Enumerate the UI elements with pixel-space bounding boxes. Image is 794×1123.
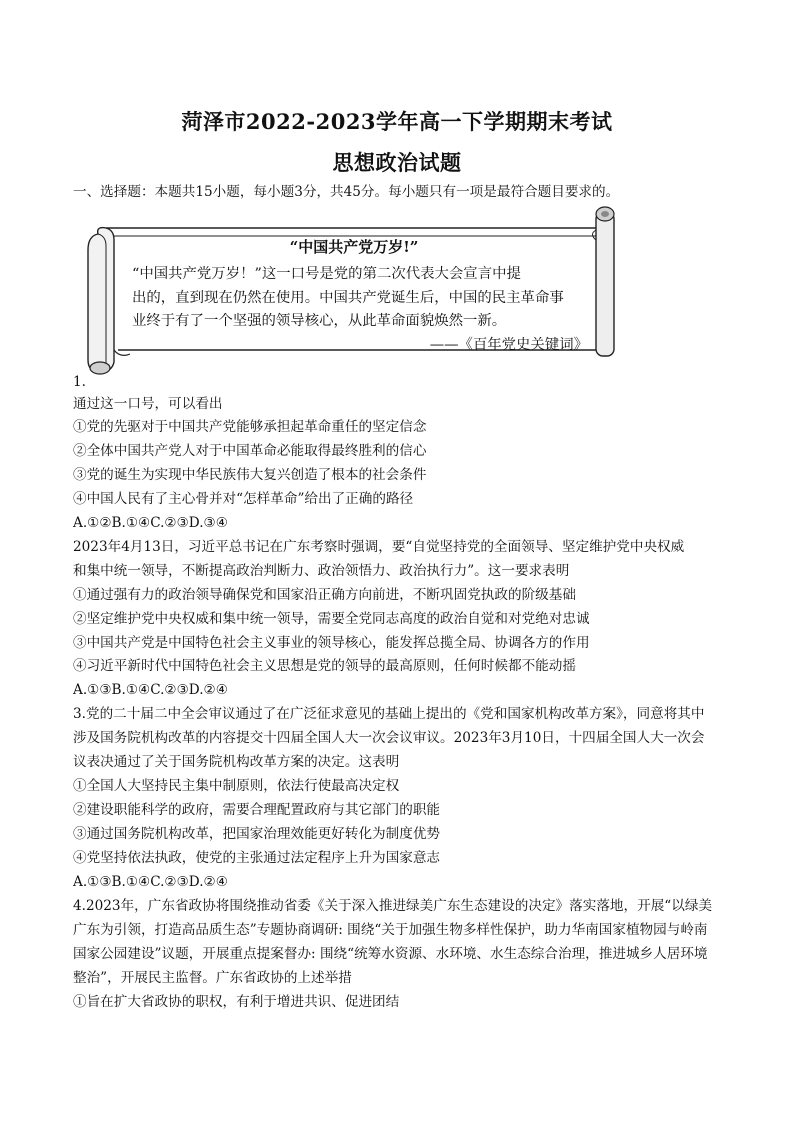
option: ③通过国务院机构改革，把国家治理效能更好转化为制度优势 — [73, 826, 441, 842]
option: ②建设职能科学的政府，需要合理配置政府与其它部门的职能 — [73, 802, 441, 818]
question-number: 1. — [73, 374, 86, 390]
answer-choices: A.①③B.①④C.②③D.②④ — [73, 874, 228, 890]
scroll-line: 业终于有了一个坚强的领导核心，从此革命面貌焕然一新。 — [132, 313, 507, 329]
option: ④中国人民有了主心骨并对“怎样革命”给出了正确的路径 — [73, 491, 414, 507]
question-stem: 3.党的二十届二中全会审议通过了在广泛征求意见的基础上提出的《党和国家机构改革方案》，同意将其中 — [73, 706, 705, 722]
option: ①通过强有力的政治领导确保党和国家沿正确方向前进，不断巩固党执政的阶级基础 — [73, 587, 576, 603]
section-instruction: 一、选择题：本题共15小题，每小题3分，共45分。每小题只有一项是最符合题目要求的。 — [73, 184, 620, 200]
question-stem: 国家公园建设”议题，开展重点提案督办: 围绕“统筹水资源、水环境、水生态综合治理，推进城乡人居环境 — [73, 946, 708, 962]
option: ①旨在扩大省政协的职权，有利于增进共识、促进团结 — [73, 994, 400, 1010]
option: ④党坚持依法执政，使党的主张通过法定程序上升为国家意志 — [73, 850, 441, 866]
page-subtitle: 思想政治试题 — [332, 150, 462, 175]
option: ③中国共产党是中国特色社会主义事业的领导核心，能发挥总揽全局、协调各方的作用 — [73, 635, 590, 651]
scroll-figure — [84, 200, 624, 380]
scroll-line: “中国共产党万岁！”这一口号是党的第二次代表大会宣言中提 — [132, 266, 521, 282]
question-stem: 涉及国务院机构改革的内容提交十四届全国人大一次会议审议。2023年3月10日，十四届全国人大一次会 — [73, 730, 705, 746]
question-stem: 议表决通过了关于国务院机构改革方案的决定。这表明 — [73, 754, 400, 770]
question-stem: 整治”，开展民主监督。广东省政协的上述举措 — [73, 970, 352, 986]
option: ②全体中国共产党人对于中国革命必能取得最终胜利的信心 — [73, 443, 427, 459]
option: ①全国人大坚持民主集中制原则，依法行使最高决定权 — [73, 778, 400, 794]
answer-choices: A.①②B.①④C.②③D.③④ — [73, 515, 228, 531]
scroll-source: ——《百年党史关键词》 — [429, 337, 588, 353]
question-stem: 通过这一口号，可以看出 — [73, 396, 223, 412]
option: ①党的先驱对于中国共产党能够承担起革命重任的坚定信念 — [73, 419, 427, 435]
question-stem: 和集中统一领导，不断提高政治判断力、政治领悟力、政治执行力”。这一要求表明 — [73, 563, 570, 579]
question-stem: 广东为引领，打造高品质生态”专题协商调研: 围绕“关于加强生物多样性保护，助力华南国家植物园与岭南 — [73, 922, 708, 938]
scroll-heading: “中国共产党万岁!” — [289, 238, 419, 256]
option: ③党的诞生为实现中华民族伟大复兴创造了根本的社会条件 — [73, 467, 427, 483]
question-stem: 2023年4月13日，习近平总书记在广东考察时强调，要“自觉坚持党的全面领导、坚定维护党中央权威 — [73, 539, 685, 555]
scroll-line: 出的，直到现在仍然在使用。中国共产党诞生后，中国的民主革命事 — [132, 290, 564, 306]
option: ②坚定维护党中央权威和集中统一领导，需要全党同志高度的政治自觉和对党绝对忠诚 — [73, 611, 590, 627]
page-title: 菏泽市2022-2023学年高一下学期期末考试 — [181, 109, 613, 134]
option: ④习近平新时代中国特色社会主义思想是党的领导的最高原则，任何时候都不能动摇 — [73, 658, 576, 674]
question-stem: 4.2023年，广东省政协将围绕推动省委《关于深入推进绿美广东生态建设的决定》落实落地，开展“以绿美 — [73, 898, 713, 914]
answer-choices: A.①③B.①④C.②③D.②④ — [73, 682, 228, 698]
